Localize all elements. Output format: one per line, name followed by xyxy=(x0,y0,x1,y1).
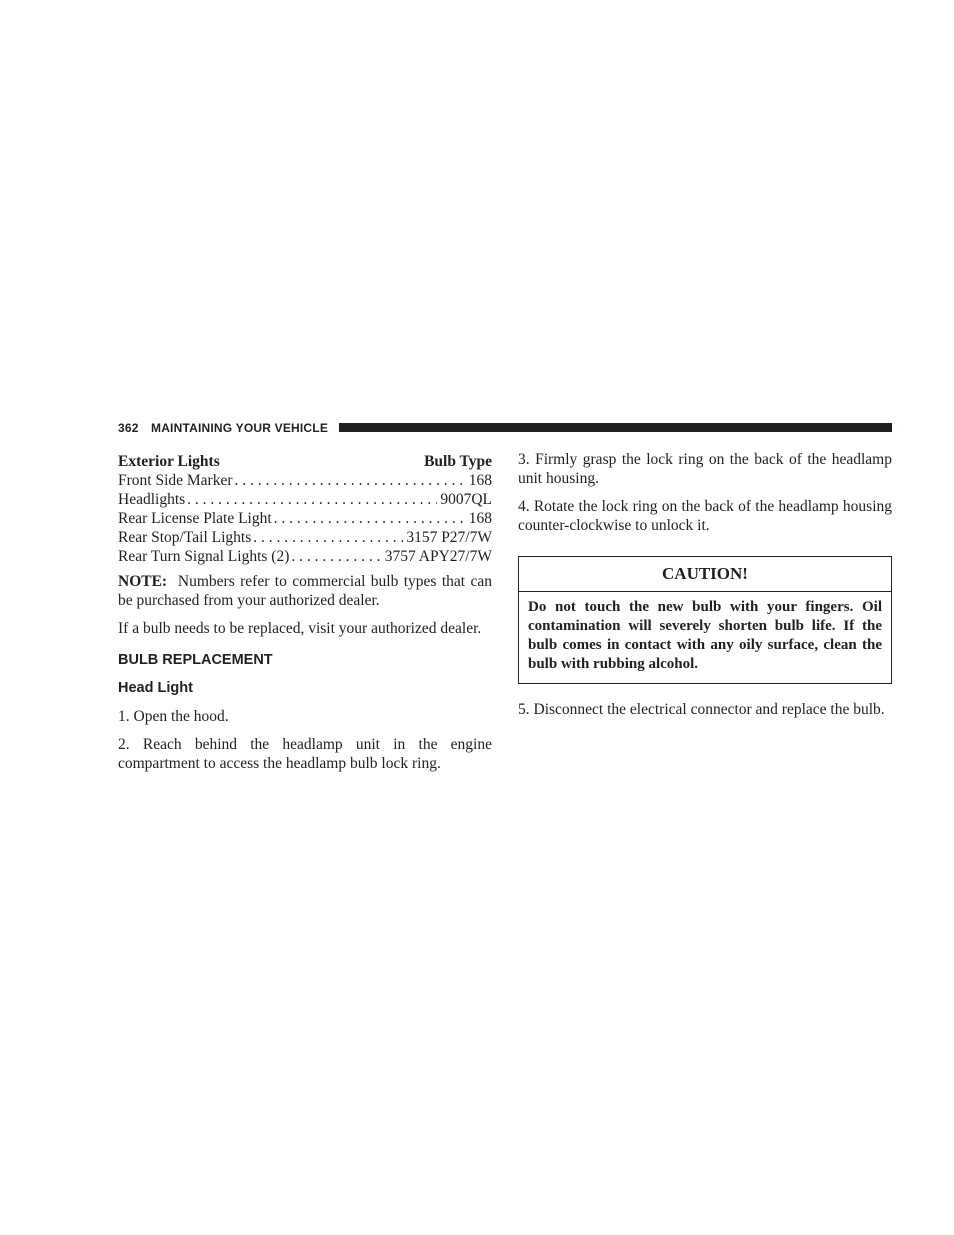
bulb-replacement-heading: BULB REPLACEMENT xyxy=(118,652,273,668)
dot-leader xyxy=(187,490,437,509)
left-column xyxy=(118,450,492,773)
step-2: 2. Reach behind the headlamp unit in the engine compartment to access the headlamp bulb lock ring. xyxy=(118,736,492,772)
bulb-row-label: Rear Turn Signal Lights (2) xyxy=(118,548,290,565)
right-column xyxy=(518,450,892,719)
bulb-row-value: 168 xyxy=(468,472,492,489)
bulb-table-header xyxy=(118,452,492,471)
head-light-heading: Head Light xyxy=(118,680,193,696)
dot-leader xyxy=(235,471,466,490)
dot-leader xyxy=(291,547,381,566)
header-rule xyxy=(339,423,892,432)
page-number: 362 xyxy=(118,421,139,435)
note-paragraph xyxy=(118,572,492,610)
exterior-lights-heading: Exterior Lights xyxy=(118,453,220,470)
note-text: Numbers refer to commercial bulb types that can be purchased from your authorized dealer. xyxy=(118,573,493,609)
bulb-table-row xyxy=(118,528,492,547)
note-label: NOTE: xyxy=(118,573,168,590)
dot-leader xyxy=(253,528,403,547)
caution-text: Do not touch the new bulb with your fingers. Oil contamination will severely shorten bulb life. If the bulb comes in contact with any oily surface, clean the bulb with rubbing alcohol. xyxy=(528,599,882,672)
section-title: MAINTAINING YOUR VEHICLE xyxy=(151,421,329,435)
bulb-row-label: Headlights xyxy=(118,491,186,508)
caution-box xyxy=(518,556,892,684)
bulb-row-label: Rear Stop/Tail Lights xyxy=(118,529,252,546)
bulb-row-value: 9007QL xyxy=(440,491,492,508)
step-4: 4. Rotate the lock ring on the back of the headlamp housing counter-clockwise to unlock it. xyxy=(518,498,892,534)
dot-leader xyxy=(274,509,466,528)
bulb-table-row xyxy=(118,490,492,509)
step-1: 1. Open the hood. xyxy=(118,708,229,725)
visit-dealer-paragraph: If a bulb needs to be replaced, visit your authorized dealer. xyxy=(118,620,482,637)
bulb-row-value: 168 xyxy=(468,510,492,527)
bulb-type-heading: Bulb Type xyxy=(424,453,492,470)
step-5: 5. Disconnect the electrical connector and replace the bulb. xyxy=(518,701,885,718)
bulb-table-row xyxy=(118,509,492,528)
bulb-row-label: Front Side Marker xyxy=(118,472,233,489)
bulb-table-row xyxy=(118,471,492,490)
caution-title: CAUTION! xyxy=(519,557,891,592)
bulb-row-value: 3757 APY27/7W xyxy=(384,548,492,565)
bulb-table-row xyxy=(118,547,492,566)
bulb-row-label: Rear License Plate Light xyxy=(118,510,272,527)
step-3: 3. Firmly grasp the lock ring on the back of the headlamp unit housing. xyxy=(518,451,892,487)
bulb-row-value: 3157 P27/7W xyxy=(406,529,492,546)
page-header xyxy=(118,419,892,437)
